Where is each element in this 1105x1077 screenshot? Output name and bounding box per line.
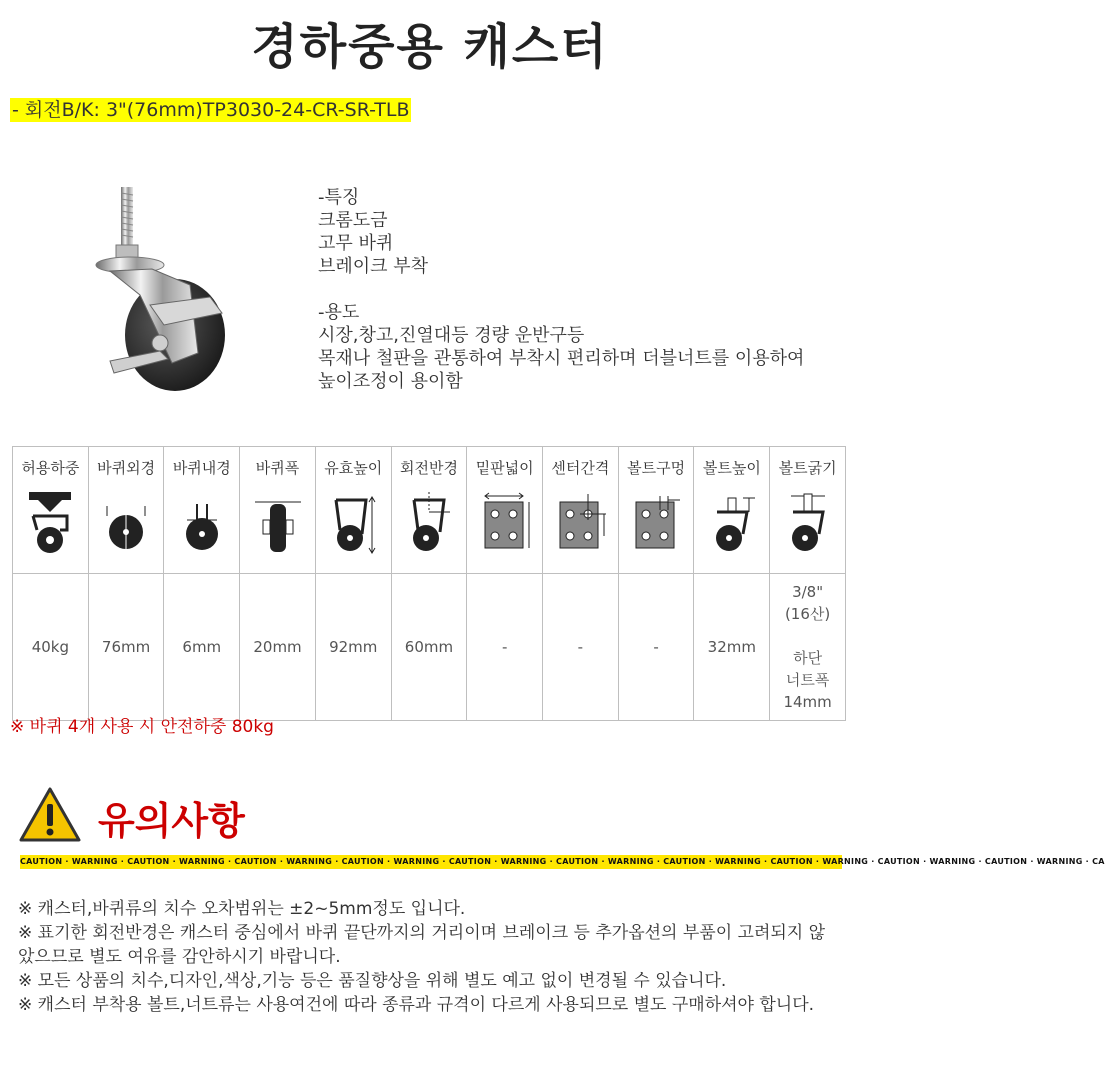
- spec-header-label: 바퀴외경: [97, 459, 156, 477]
- spec-value-cell: 6mm: [164, 574, 240, 721]
- feature-item: 크롬도금: [318, 210, 388, 231]
- bolt-thickness-line: 하단: [793, 649, 823, 667]
- spec-value-cell: -: [618, 574, 694, 721]
- swivel-radius-icon: [404, 490, 454, 556]
- effective-height-icon: [328, 490, 378, 556]
- spec-header-cell: [164, 447, 240, 574]
- feature-heading: -특징: [318, 187, 360, 208]
- spec-header-label: 볼트높이: [702, 459, 761, 477]
- spec-value-cell: 76mm: [88, 574, 164, 721]
- spec-header-label: 센터간격: [551, 459, 610, 477]
- spec-value-cell-bolt-thickness: [770, 574, 846, 721]
- spec-value-cell: 92mm: [315, 574, 391, 721]
- spec-header-cell: [467, 447, 543, 574]
- wheel-outer-diameter-icon: [101, 490, 151, 556]
- caster-product-image: [80, 185, 260, 395]
- caution-notes: [18, 897, 838, 1017]
- page-title: 경하중용 캐스터: [251, 19, 609, 75]
- spec-header-label: 허용하중: [21, 459, 80, 477]
- spec-value-cell: 20mm: [240, 574, 316, 721]
- wheel-width-icon: [253, 490, 303, 556]
- note-item: ※ 모든 상품의 치수,디자인,색상,기능 등은 품질향상을 위해 별도 예고 없이 변경될 수 있습니다.: [18, 971, 727, 991]
- spec-header-label: 볼트굵기: [778, 459, 837, 477]
- note-item: ※ 캐스터 부착용 볼트,너트류는 사용여건에 따라 종류과 규격이 다르게 사용되므로 별도 구매하셔야 합니다.: [18, 995, 815, 1015]
- spec-header-label: 유효높이: [324, 459, 383, 477]
- safety-load-note: ※ 바퀴 4개 사용 시 안전하중 80kg: [10, 717, 274, 737]
- bolt-thickness-line: 3/8": [792, 583, 824, 601]
- spec-header-cell: [13, 447, 89, 574]
- note-item: ※ 캐스터,바퀴류의 치수 오차범위는 ±2~5mm정도 입니다.: [18, 899, 466, 919]
- spec-header-cell: [240, 447, 316, 574]
- spec-header-cell: [391, 447, 467, 574]
- bolt-thickness-line: [771, 625, 844, 647]
- spec-header-label: 바퀴내경: [172, 459, 231, 477]
- spec-header-cell: [618, 447, 694, 574]
- center-spacing-icon: [550, 490, 610, 556]
- usage-item: 시장,창고,진열대등 경량 운반구등: [318, 325, 585, 346]
- note-item: ※ 표기한 회전반경은 캐스터 중심에서 바퀴 끝단까지의 거리이며 브레이크 등 추가옵션의 부품이 고려되지 않았으므로 별도 여유를 감안하시기 바랍니다.: [18, 923, 826, 967]
- base-plate-size-icon: [475, 490, 535, 556]
- bolt-thickness-line: (16산): [784, 605, 831, 623]
- spec-header-cell: [88, 447, 164, 574]
- feature-description: [318, 186, 804, 393]
- bolt-thickness-icon: [783, 490, 833, 556]
- bolt-thickness-line: 너트폭: [785, 671, 830, 689]
- usage-heading: -용도: [318, 302, 360, 323]
- spec-value-cell: -: [467, 574, 543, 721]
- bolt-height-icon: [707, 490, 757, 556]
- bolt-hole-icon: [626, 490, 686, 556]
- spec-value-cell: 60mm: [391, 574, 467, 721]
- spec-value-cell: -: [543, 574, 619, 721]
- spec-header-cell: [543, 447, 619, 574]
- spec-header-cell: [315, 447, 391, 574]
- spec-value-cell: 32mm: [694, 574, 770, 721]
- usage-item: 높이조정이 용이함: [318, 371, 463, 392]
- spec-header-cell: [770, 447, 846, 574]
- spec-header-label: 볼트구멍: [627, 459, 686, 477]
- model-line: - 회전B/K: 3"(76mm)TP3030-24-CR-SR-TLB: [12, 99, 410, 121]
- feature-item: 고무 바퀴: [318, 233, 394, 254]
- bolt-thickness-line: 14mm: [783, 693, 832, 711]
- warning-triangle-icon: [18, 786, 82, 844]
- usage-item: 목재나 철판을 관통하여 부착시 편리하며 더블너트를 이용하여: [318, 348, 805, 369]
- spec-header-label: 바퀴폭: [255, 459, 300, 477]
- spec-header-label: 밑판넓이: [475, 459, 534, 477]
- spec-value-row: [13, 574, 846, 721]
- spec-header-row: [13, 447, 846, 574]
- caution-tape: CAUTION · WARNING · CAUTION · WARNING · CAUTION · WARNING · CAUTION · WARNING · CAUTION · WARNING · CAUTION · WARNING · CAUTION · WARNING · CAUTION · WARNING · CAUTION · WARNING · CAUTION · WARNING · CA: [20, 855, 842, 869]
- spec-header-label: 회전반경: [399, 459, 458, 477]
- caution-title: 유의사항: [98, 799, 245, 843]
- load-icon: [25, 490, 75, 556]
- wheel-inner-diameter-icon: [177, 490, 227, 556]
- spec-header-cell: [694, 447, 770, 574]
- spec-value-cell: 40kg: [13, 574, 89, 721]
- spec-table: [12, 446, 846, 721]
- feature-item: 브레이크 부착: [318, 256, 429, 277]
